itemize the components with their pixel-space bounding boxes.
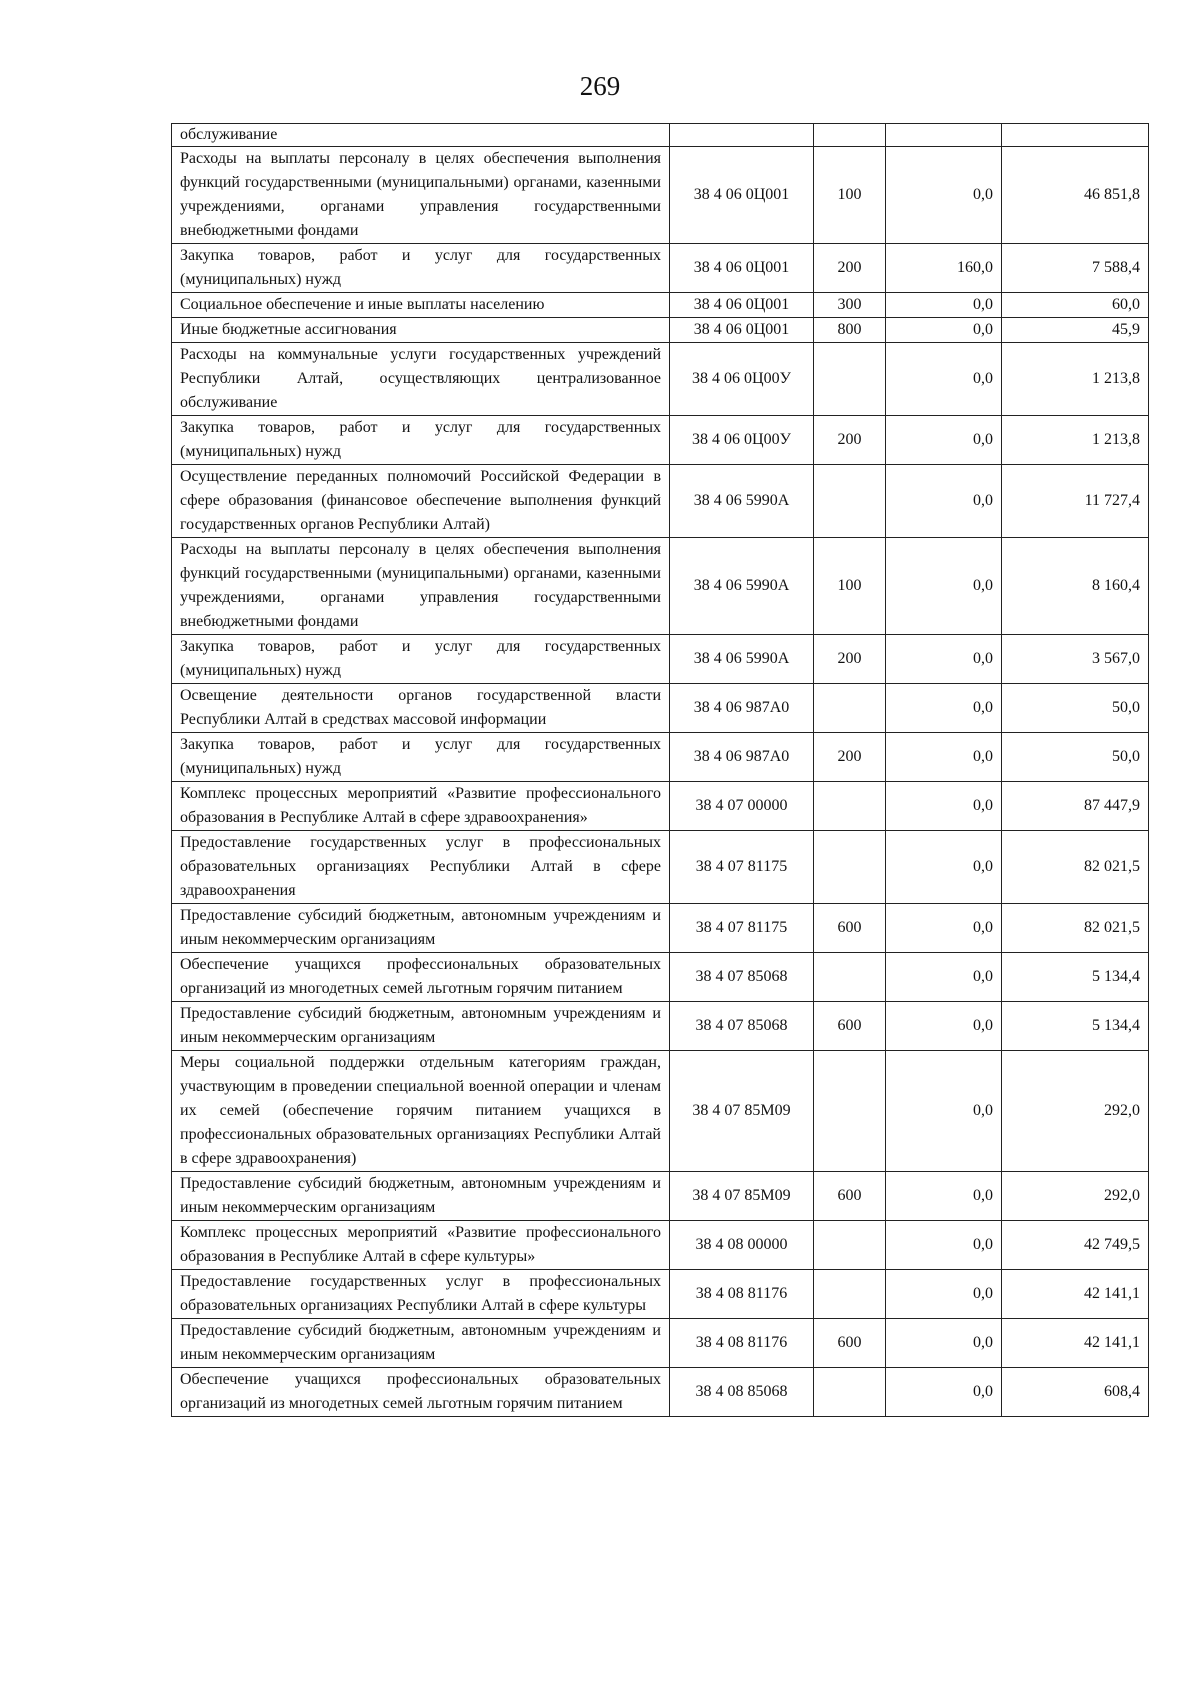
target-article-code-cell: 38 4 07 00000 — [670, 782, 814, 831]
expense-type-code-cell: 100 — [814, 538, 886, 635]
table-row — [172, 124, 1149, 147]
amount-2-cell: 50,0 — [1002, 684, 1149, 733]
target-article-code-cell: 38 4 06 0Ц001 — [670, 318, 814, 343]
amount-2-cell: 11 727,4 — [1002, 465, 1149, 538]
target-article-code-cell — [670, 124, 814, 147]
amount-2-cell: 82 021,5 — [1002, 831, 1149, 904]
target-article-code-cell: 38 4 08 81176 — [670, 1270, 814, 1319]
expense-name-cell: Предоставление субсидий бюджетным, автономным учреждениям и иным некоммерческим организациям — [172, 1002, 670, 1051]
expense-name-cell: Комплекс процессных мероприятий «Развитие профессионального образования в Республике Алтай в сфере здравоохранения» — [172, 782, 670, 831]
amount-1-cell: 0,0 — [886, 1051, 1002, 1172]
table-row — [172, 1002, 1149, 1051]
table-row — [172, 635, 1149, 684]
expense-type-code-cell: 200 — [814, 733, 886, 782]
expense-type-code-cell: 600 — [814, 1172, 886, 1221]
table-row — [172, 1051, 1149, 1172]
amount-1-cell: 0,0 — [886, 904, 1002, 953]
expense-type-code-cell — [814, 1221, 886, 1270]
amount-1-cell: 0,0 — [886, 416, 1002, 465]
amount-1-cell: 0,0 — [886, 684, 1002, 733]
amount-1-cell: 0,0 — [886, 293, 1002, 318]
expense-type-code-cell — [814, 465, 886, 538]
amount-2-cell: 1 213,8 — [1002, 343, 1149, 416]
amount-1-cell: 0,0 — [886, 831, 1002, 904]
amount-2-cell: 87 447,9 — [1002, 782, 1149, 831]
expense-name-cell: Предоставление субсидий бюджетным, автономным учреждениям и иным некоммерческим организациям — [172, 1172, 670, 1221]
table-row — [172, 782, 1149, 831]
target-article-code-cell: 38 4 08 85068 — [670, 1368, 814, 1417]
expense-name-cell: Комплекс процессных мероприятий «Развитие профессионального образования в Республике Алтай в сфере культуры» — [172, 1221, 670, 1270]
expense-name-cell: обслуживание — [172, 124, 670, 147]
target-article-code-cell: 38 4 07 85068 — [670, 953, 814, 1002]
table-row — [172, 416, 1149, 465]
table-row — [172, 684, 1149, 733]
target-article-code-cell: 38 4 07 85М09 — [670, 1051, 814, 1172]
expense-name-cell: Предоставление субсидий бюджетным, автономным учреждениям и иным некоммерческим организациям — [172, 904, 670, 953]
expense-name-cell: Закупка товаров, работ и услуг для государственных (муниципальных) нужд — [172, 733, 670, 782]
amount-1-cell: 0,0 — [886, 1319, 1002, 1368]
target-article-code-cell: 38 4 06 5990А — [670, 635, 814, 684]
table-row — [172, 1368, 1149, 1417]
expense-name-cell: Расходы на выплаты персоналу в целях обеспечения выполнения функций государственными (муниципальными) органами, казенными учреждениями, органами управления государственными внебюджетными фондами — [172, 147, 670, 244]
expense-type-code-cell — [814, 1270, 886, 1319]
budget-table — [171, 123, 1149, 1417]
amount-2-cell: 7 588,4 — [1002, 244, 1149, 293]
expense-name-cell: Обеспечение учащихся профессиональных образовательных организаций из многодетных семей льготным горячим питанием — [172, 1368, 670, 1417]
amount-2-cell — [1002, 124, 1149, 147]
expense-name-cell: Предоставление государственных услуг в профессиональных образовательных организациях Республики Алтай в сфере культуры — [172, 1270, 670, 1319]
target-article-code-cell: 38 4 06 0Ц001 — [670, 293, 814, 318]
expense-type-code-cell — [814, 684, 886, 733]
target-article-code-cell: 38 4 07 81175 — [670, 904, 814, 953]
expense-type-code-cell: 100 — [814, 147, 886, 244]
expense-name-cell: Расходы на выплаты персоналу в целях обеспечения выполнения функций государственными (муниципальными) органами, казенными учреждениями, органами управления государственными внебюджетными фондами — [172, 538, 670, 635]
target-article-code-cell: 38 4 07 85068 — [670, 1002, 814, 1051]
amount-2-cell: 608,4 — [1002, 1368, 1149, 1417]
expense-type-code-cell: 600 — [814, 904, 886, 953]
expense-type-code-cell — [814, 953, 886, 1002]
target-article-code-cell: 38 4 06 0Ц00У — [670, 343, 814, 416]
table-row — [172, 1221, 1149, 1270]
amount-2-cell: 42 141,1 — [1002, 1270, 1149, 1319]
amount-1-cell: 0,0 — [886, 1221, 1002, 1270]
page-number: 269 — [579, 71, 621, 101]
expense-type-code-cell — [814, 782, 886, 831]
expense-type-code-cell — [814, 124, 886, 147]
amount-2-cell: 1 213,8 — [1002, 416, 1149, 465]
table-row — [172, 318, 1149, 343]
table-row — [172, 831, 1149, 904]
target-article-code-cell: 38 4 07 85М09 — [670, 1172, 814, 1221]
table-row — [172, 1270, 1149, 1319]
expense-name-cell: Закупка товаров, работ и услуг для государственных (муниципальных) нужд — [172, 244, 670, 293]
target-article-code-cell: 38 4 06 5990А — [670, 538, 814, 635]
expense-name-cell: Меры социальной поддержки отдельным категориям граждан, участвующим в проведении специальной военной операции и членам их семей (обеспечение горячим питанием учащихся в профессиональных образовательных организациях Республики Алтай в сфере здравоохранения) — [172, 1051, 670, 1172]
target-article-code-cell: 38 4 08 00000 — [670, 1221, 814, 1270]
expense-type-code-cell: 200 — [814, 244, 886, 293]
expense-name-cell: Закупка товаров, работ и услуг для государственных (муниципальных) нужд — [172, 635, 670, 684]
amount-2-cell: 5 134,4 — [1002, 953, 1149, 1002]
amount-1-cell: 0,0 — [886, 1002, 1002, 1051]
expense-type-code-cell: 600 — [814, 1002, 886, 1051]
amount-1-cell: 0,0 — [886, 343, 1002, 416]
amount-2-cell: 45,9 — [1002, 318, 1149, 343]
expense-type-code-cell: 200 — [814, 635, 886, 684]
expense-type-code-cell — [814, 343, 886, 416]
expense-name-cell: Закупка товаров, работ и услуг для государственных (муниципальных) нужд — [172, 416, 670, 465]
expense-type-code-cell: 800 — [814, 318, 886, 343]
expense-name-cell: Предоставление субсидий бюджетным, автономным учреждениям и иным некоммерческим организациям — [172, 1319, 670, 1368]
amount-2-cell: 3 567,0 — [1002, 635, 1149, 684]
table-row — [172, 538, 1149, 635]
table-row — [172, 244, 1149, 293]
amount-2-cell: 50,0 — [1002, 733, 1149, 782]
budget-table-body — [172, 124, 1149, 1417]
amount-1-cell: 0,0 — [886, 318, 1002, 343]
expense-name-cell: Освещение деятельности органов государственной власти Республики Алтай в средствах массовой информации — [172, 684, 670, 733]
expense-type-code-cell — [814, 831, 886, 904]
amount-1-cell — [886, 124, 1002, 147]
table-row — [172, 465, 1149, 538]
table-row — [172, 1172, 1149, 1221]
amount-2-cell: 42 141,1 — [1002, 1319, 1149, 1368]
amount-1-cell: 0,0 — [886, 1368, 1002, 1417]
amount-2-cell: 82 021,5 — [1002, 904, 1149, 953]
amount-1-cell: 0,0 — [886, 538, 1002, 635]
expense-type-code-cell — [814, 1368, 886, 1417]
amount-1-cell: 0,0 — [886, 635, 1002, 684]
amount-2-cell: 60,0 — [1002, 293, 1149, 318]
amount-1-cell: 0,0 — [886, 782, 1002, 831]
amount-1-cell: 0,0 — [886, 733, 1002, 782]
amount-1-cell: 0,0 — [886, 953, 1002, 1002]
table-row — [172, 293, 1149, 318]
amount-2-cell: 46 851,8 — [1002, 147, 1149, 244]
target-article-code-cell: 38 4 07 81175 — [670, 831, 814, 904]
expense-name-cell: Обеспечение учащихся профессиональных образовательных организаций из многодетных семей льготным горячим питанием — [172, 953, 670, 1002]
table-row — [172, 147, 1149, 244]
table-row — [172, 733, 1149, 782]
amount-2-cell: 292,0 — [1002, 1051, 1149, 1172]
amount-1-cell: 0,0 — [886, 1270, 1002, 1319]
amount-1-cell: 160,0 — [886, 244, 1002, 293]
target-article-code-cell: 38 4 06 5990А — [670, 465, 814, 538]
target-article-code-cell: 38 4 06 0Ц00У — [670, 416, 814, 465]
amount-2-cell: 292,0 — [1002, 1172, 1149, 1221]
amount-1-cell: 0,0 — [886, 1172, 1002, 1221]
expense-type-code-cell: 300 — [814, 293, 886, 318]
expense-name-cell: Иные бюджетные ассигнования — [172, 318, 670, 343]
amount-1-cell: 0,0 — [886, 147, 1002, 244]
target-article-code-cell: 38 4 06 0Ц001 — [670, 244, 814, 293]
expense-type-code-cell: 200 — [814, 416, 886, 465]
amount-1-cell: 0,0 — [886, 465, 1002, 538]
amount-2-cell: 42 749,5 — [1002, 1221, 1149, 1270]
expense-name-cell: Осуществление переданных полномочий Российской Федерации в сфере образования (финансовое обеспечение выполнения функций государственных органов Республики Алтай) — [172, 465, 670, 538]
amount-2-cell: 8 160,4 — [1002, 538, 1149, 635]
table-row — [172, 953, 1149, 1002]
target-article-code-cell: 38 4 06 987А0 — [670, 733, 814, 782]
expense-name-cell: Социальное обеспечение и иные выплаты населению — [172, 293, 670, 318]
amount-2-cell: 5 134,4 — [1002, 1002, 1149, 1051]
table-row — [172, 904, 1149, 953]
target-article-code-cell: 38 4 08 81176 — [670, 1319, 814, 1368]
expense-type-code-cell: 600 — [814, 1319, 886, 1368]
table-row — [172, 343, 1149, 416]
expense-type-code-cell — [814, 1051, 886, 1172]
expense-name-cell: Предоставление государственных услуг в профессиональных образовательных организациях Республики Алтай в сфере здравоохранения — [172, 831, 670, 904]
target-article-code-cell: 38 4 06 987А0 — [670, 684, 814, 733]
expense-name-cell: Расходы на коммунальные услуги государственных учреждений Республики Алтай, осуществляющих централизованное обслуживание — [172, 343, 670, 416]
target-article-code-cell: 38 4 06 0Ц001 — [670, 147, 814, 244]
table-row — [172, 1319, 1149, 1368]
